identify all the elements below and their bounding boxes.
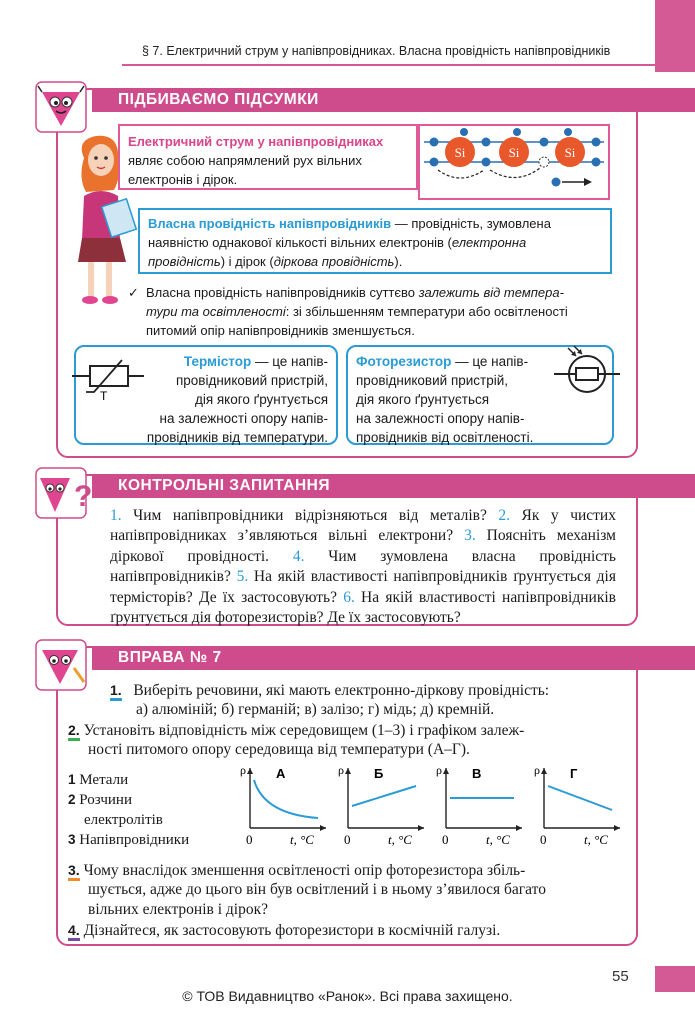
graph-4-letter: Г	[570, 766, 578, 781]
current-term: Електричний струм у напівпровідниках	[128, 134, 384, 149]
thermistor-symbol-label: T	[100, 389, 108, 403]
graph-3-y-arrow	[443, 768, 449, 774]
dependency-note: Власна провідність напівпровідників суттєво залежить від темпера- тури та освітленості: зі збільшенням температури або освітленості питомий опір напівпровідників зменшується.	[146, 285, 568, 338]
questions-title: КОНТРОЛЬНІ ЗАПИТАННЯ	[92, 474, 638, 498]
photoresistor-term: Фоторезистор	[356, 354, 452, 369]
graph-3-y-label: ρ	[436, 763, 442, 777]
header-rule	[122, 64, 655, 66]
graph-4-origin: 0	[540, 832, 547, 847]
exercise-2-line-2: ності питомого опору середовища від температури (А–Г).	[88, 741, 470, 758]
current-def-line-1: являє собою напрямлений рух вільних	[128, 153, 362, 168]
summary-bar-extension	[638, 88, 695, 112]
exercise-3-line-2: шується, адже до цього він був освітлений і в ньому з’явилося багато	[88, 881, 546, 898]
graph-2-x-label: t, °C	[388, 832, 412, 847]
questions-bar-extension	[638, 474, 695, 498]
graph-4-x-label: t, °C	[584, 832, 608, 847]
graph-1-origin: 0	[246, 832, 253, 847]
graph-3-origin: 0	[442, 832, 449, 847]
exercise-title: ВПРАВА № 7	[92, 646, 638, 670]
media-list	[68, 770, 189, 850]
thermistor-term: Термістор	[183, 354, 252, 369]
exercise-bar-extension	[638, 646, 695, 670]
graph-2-y-arrow	[345, 768, 351, 774]
running-header: § 7. Електричний струм у напівпровідниках. Власна провідність напівпровідників	[142, 44, 611, 58]
exercise-3-line-1: 3. Чому внаслідок зменшення освітленості опір фоторезистора збіль-	[68, 862, 526, 879]
graph-1-letter: А	[276, 766, 286, 781]
graph-4-y-label: ρ	[534, 763, 540, 777]
graph-1-y-label: ρ	[240, 763, 246, 777]
exercise-2-line-1: 2. Установіть відповідність між середовищем (1–3) і графіком залеж-	[68, 722, 525, 739]
exercise-3-line-3: вільних електронів і дірок?	[88, 901, 269, 918]
graph-2-x-arrow	[418, 825, 424, 831]
mascot-question-icon	[34, 466, 93, 520]
graph-3-x-arrow	[516, 825, 522, 831]
exercise-1-line-2: а) алюміній; б) германій; в) залізо; г) мідь; д) кремній.	[136, 701, 495, 718]
media-item-3: 3 Напівпровідники	[68, 832, 190, 848]
si-atom-label-1: Si	[454, 145, 466, 160]
check-mark-icon: ✓	[128, 285, 139, 300]
svg-text:?: ?	[74, 480, 93, 513]
graph-4-curve	[548, 786, 612, 810]
exercise-4-line: 4. Дізнайтеся, як застосовують фоторезистори в космічній галузі.	[68, 922, 501, 939]
mascot-pencil-icon	[34, 638, 88, 692]
media-item-2: 2 Розчини	[68, 792, 132, 808]
own-conductivity-term: Власна провідність напівпровідників	[148, 216, 392, 231]
graph-2-origin: 0	[344, 832, 351, 847]
graph-3-x-label: t, °C	[486, 832, 510, 847]
graph-1-curve	[254, 780, 318, 818]
si-atom-label-2: Si	[508, 145, 520, 160]
si-atom-label-3: Si	[564, 145, 576, 160]
photoresistor-symbol-icon	[552, 346, 622, 398]
mascot-icon	[34, 80, 88, 134]
graph-4-x-arrow	[614, 825, 620, 831]
page-number: 55	[612, 968, 629, 985]
summary-title: ПІДБИВАЄМО ПІДСУМКИ	[92, 88, 638, 112]
graph-2-letter: Б	[374, 766, 384, 781]
top-page-tab	[655, 0, 695, 72]
media-item-1: 1 Метали	[68, 772, 129, 788]
graph-1-y-arrow	[247, 768, 253, 774]
resistivity-graphs	[236, 758, 626, 858]
graph-1-x-label: t, °C	[290, 832, 314, 847]
media-item-2-cont: електролітів	[84, 812, 163, 828]
graph-2-y-label: ρ	[338, 763, 344, 777]
graph-2-curve	[352, 786, 416, 806]
exercise-1-line-1: 1. Виберіть речовини, які мають електронно-діркову провідність:	[110, 682, 550, 699]
graph-1-x-arrow	[320, 825, 326, 831]
current-def-line-2: електронів і дірок.	[128, 172, 238, 187]
graph-3-letter: В	[472, 766, 482, 781]
graph-4-y-arrow	[541, 768, 547, 774]
silicon-lattice-icon	[420, 126, 608, 198]
questions-text: 1. Чим напівпровідники відрізняються від металів? 2. Як у чистих напівпровідниках з’являються вільні електрони? 3. Поясніть механізм діркової провідності. 4. Чим зумовлена власна провідність напівпровідників? 5. На якій властивості напівпровідників ґрунтується дія термісторів? Де їх застосовують? 6. На якій властивості напівпровідників ґрунтується дія фоторезисторів? Де їх застосовують?	[110, 507, 616, 627]
copyright: © ТОВ Видавництво «Ранок». Всі права захищено.	[182, 988, 513, 1004]
